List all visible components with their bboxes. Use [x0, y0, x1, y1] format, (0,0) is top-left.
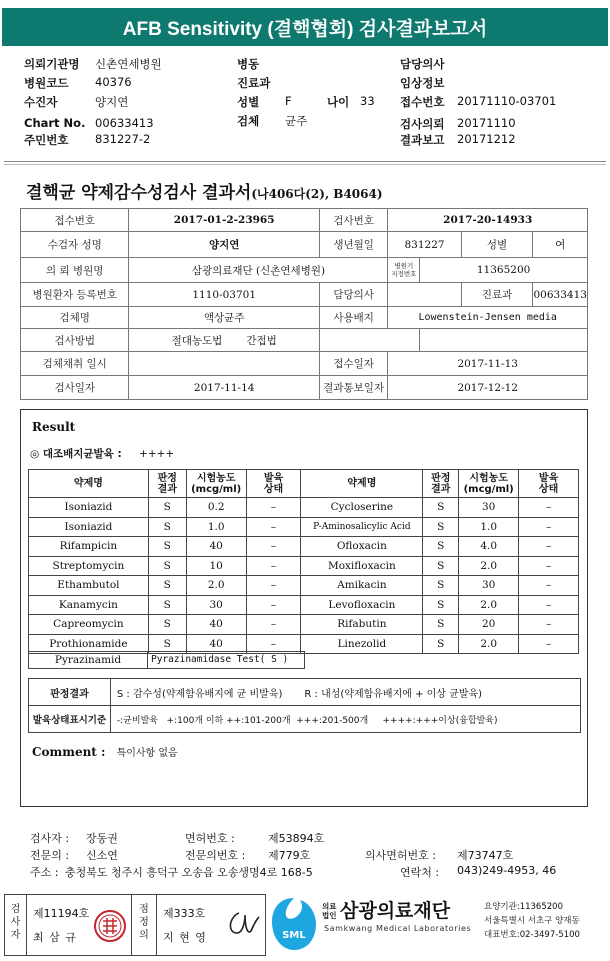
receipt-no-value: 20171110-03701: [457, 94, 557, 108]
info-name-label: 수검자 성명: [21, 232, 129, 258]
company-name: 삼광의료재단: [340, 900, 451, 922]
control-growth-value: ++++: [139, 448, 175, 460]
info-reg-no: 1110-03701: [129, 283, 319, 307]
info-medium-label: 사용배지: [319, 307, 388, 329]
info-receipt-no-label: 접수번호: [21, 209, 129, 232]
drug-conc-left: 40: [186, 615, 246, 635]
info-receipt-no: 2017-01-2-23965: [129, 209, 319, 232]
drug-name-right: Amikacin: [301, 576, 423, 596]
info-method-label: 검사방법: [21, 329, 129, 352]
drug-growth-right: –: [519, 634, 579, 654]
drug-conc-right: 30: [459, 576, 519, 596]
drug-result-left: S: [148, 556, 186, 576]
info-dept-label: 진료과: [461, 283, 533, 307]
patient-value: 양지연: [95, 95, 129, 109]
drug-conc-left: 2.0: [186, 576, 246, 596]
control-growth-label: ◎ 대조배지균발육 :: [30, 448, 122, 460]
drug-growth-left: –: [246, 615, 301, 635]
info-doctor: [388, 283, 461, 307]
phone-value: 043)249-4953, 46: [457, 864, 557, 877]
legend-judge-text: [110, 679, 580, 706]
age-value: 33: [360, 94, 375, 108]
legend-growth-label: 발육상태표시기준: [29, 706, 111, 733]
approver-box: [156, 894, 266, 956]
drug-conc-left: 40: [186, 634, 246, 654]
drug-row: [29, 498, 579, 518]
info-code-label-1: 병원기: [394, 262, 414, 270]
examiner-value: 장동권: [86, 832, 118, 845]
specialist-value: 신소연: [86, 849, 118, 862]
drug-name-left: Prothionamide: [29, 634, 149, 654]
resident-no-label: 주민번호: [24, 133, 69, 147]
info-test-no-label: 검사번호: [319, 209, 388, 232]
doctor-license-value: 제73747호: [457, 849, 514, 862]
resident-no-value: 831227-2: [95, 132, 151, 146]
info-collect: [129, 352, 319, 376]
report-date-value: 20171212: [457, 132, 516, 146]
specialist-no-label: 전문의번호 :: [185, 849, 246, 862]
drug-conc-left: 10: [186, 556, 246, 576]
company-code: 요양기관:11365200: [484, 902, 563, 912]
examiner-label: 검사자 :: [30, 832, 70, 845]
judge-header-right: [423, 470, 459, 498]
doctor-label: 담당의사: [400, 57, 445, 71]
info-collect-label: 검체채취 일시: [21, 352, 129, 376]
drug-name-left: Isoniazid: [29, 517, 149, 537]
growth-header-left-1: 발육: [263, 472, 284, 484]
drug-name-right: Ofloxacin: [301, 537, 423, 557]
drug-conc-right: 2.0: [459, 595, 519, 615]
info-received: 2017-11-13: [388, 352, 588, 376]
drug-name-left: Capreomycin: [29, 615, 149, 635]
info-name: 양지연: [129, 232, 319, 258]
institution-label: 의뢰기관명: [24, 57, 80, 71]
drug-growth-right: –: [519, 537, 579, 557]
result-label: Result: [32, 420, 76, 434]
request-date-value: 20171110: [457, 116, 516, 130]
report-banner: AFB Sensitivity (결핵협회) 검사결과보고서: [2, 8, 608, 46]
seal-stamp-icon: [93, 909, 127, 943]
drug-growth-left: –: [246, 556, 301, 576]
info-medium: Lowenstein-Jensen media: [388, 307, 588, 329]
legend-judge-r: R : 내성(약제함유배지에 + 이상 균발육): [304, 688, 483, 700]
info-notify: 2017-12-12: [388, 376, 588, 400]
inspector-label: 검 사 자: [10, 904, 21, 941]
document-title-sub: (나406다(2), B4064): [251, 187, 383, 201]
drug-conc-right: 20: [459, 615, 519, 635]
license-value: 제53894호: [268, 832, 325, 845]
info-table: [20, 208, 588, 400]
approver-no: 제333호: [163, 907, 206, 920]
growth-header-left-2: 상태: [263, 483, 284, 495]
drug-name-right: Linezolid: [301, 634, 423, 654]
drug-result-right: S: [423, 537, 459, 557]
legend-table: [28, 678, 581, 733]
drug-growth-left: –: [246, 517, 301, 537]
drug-row: [29, 556, 579, 576]
legend-growth-text: -:균비발육 +:100개 이하 ++:101-200개 +++:201-500개 ++++:+++이상(융합발육): [110, 706, 580, 733]
drug-name-left: Ethambutol: [29, 576, 149, 596]
drug-name-left: Rifampicin: [29, 537, 149, 557]
conc-header-right-2: (mcg/ml): [463, 483, 514, 495]
drug-result-left: S: [148, 498, 186, 518]
drug-growth-left: –: [246, 634, 301, 654]
sml-logo-text: SML: [282, 930, 306, 941]
drug-name-left: Isoniazid: [29, 498, 149, 518]
info-doctor-label: 담당의사: [319, 283, 388, 307]
sex-value: F: [285, 94, 292, 108]
drug-conc-right: 2.0: [459, 556, 519, 576]
info-sex: 여: [533, 232, 588, 258]
request-date-label: 검사의뢰: [400, 117, 445, 131]
patient-label: 수진자: [24, 95, 58, 109]
drug-growth-left: –: [246, 498, 301, 518]
drug-growth-right: –: [519, 498, 579, 518]
drug-growth-right: –: [519, 556, 579, 576]
drug-table-body: [29, 498, 579, 654]
drug-name-right: Cycloserine: [301, 498, 423, 518]
legend-judge-s: S : 감수성(약제함유배지에 균 비발육): [116, 688, 283, 700]
info-dept: 00633413: [533, 283, 588, 307]
info-test-no: 2017-20-14933: [388, 209, 588, 232]
drug-result-left: S: [148, 634, 186, 654]
drug-conc-right: 1.0: [459, 517, 519, 537]
drug-result-left: S: [148, 615, 186, 635]
chart-no-value: 00633413: [95, 116, 154, 130]
company-name-en: Samkwang Medical Laboratories: [324, 924, 472, 933]
drug-name-right: P-Aminosalicylic Acid: [301, 517, 423, 537]
drug-name-right: Levofloxacin: [301, 595, 423, 615]
conc-header-left-2: (mcg/ml): [191, 483, 242, 495]
info-received-label: 접수일자: [319, 352, 388, 376]
drug-name-left: Streptomycin: [29, 556, 149, 576]
address-value: 충청북도 청주시 흥덕구 오송읍 오송생명4로 168-5: [65, 866, 313, 879]
specialist-label: 전문의 :: [30, 849, 70, 862]
drug-result-right: S: [423, 576, 459, 596]
info-specimen-label: 검체명: [21, 307, 129, 329]
info-method-empty: [319, 329, 419, 352]
info-method-empty-2: [420, 329, 588, 352]
drug-header-right: 약제명: [301, 470, 423, 498]
drug-result-right: S: [423, 556, 459, 576]
drug-growth-left: –: [246, 576, 301, 596]
approver-name: 지 현 영: [163, 931, 207, 944]
info-method-1: 절대농도법: [171, 334, 223, 347]
header-divider-1: [4, 161, 606, 162]
growth-header-right-2: 상태: [538, 483, 559, 495]
company-address: 서울특별시 서초구 양재동: [484, 916, 580, 926]
drug-growth-right: –: [519, 517, 579, 537]
info-code-label-2: 지정번호: [391, 270, 417, 278]
address-label: 주소 :: [30, 866, 59, 879]
drug-growth-right: –: [519, 576, 579, 596]
drug-result-right: S: [423, 498, 459, 518]
drug-result-left: S: [148, 576, 186, 596]
document-title-main: 결핵균 약제감수성검사 결과서: [26, 183, 252, 203]
legend-judge-label: 판정결과: [29, 679, 111, 706]
judge-header-right-1: 판정: [431, 472, 451, 484]
specimen-label: 검체: [237, 114, 260, 128]
drug-conc-right: 4.0: [459, 537, 519, 557]
signature-scribble-icon: [225, 907, 261, 941]
hospital-code-label: 병원코드: [24, 76, 69, 90]
doctor-license-label: 의사면허번호 :: [365, 849, 436, 862]
inspector-side-label: [4, 894, 26, 956]
conc-header-right: [459, 470, 519, 498]
specialist-no-value: 제779호: [268, 849, 311, 862]
chart-no-label: Chart No.: [24, 116, 86, 130]
drug-result-right: S: [423, 634, 459, 654]
inspector-box: [26, 894, 132, 956]
drug-conc-right: 2.0: [459, 634, 519, 654]
drug-result-left: S: [148, 517, 186, 537]
pza-value: Pyrazinamidase Test( S ): [147, 651, 305, 669]
company-phone: 대표번호:02-3497-5100: [484, 930, 580, 940]
info-sex-label: 성별: [461, 232, 533, 258]
drug-row: [29, 537, 579, 557]
info-specimen: 액상균주: [129, 307, 319, 329]
drug-header-left: 약제명: [29, 470, 149, 498]
age-label: 나이: [327, 95, 350, 109]
clinical-label: 임상정보: [400, 76, 445, 90]
info-method: [129, 329, 319, 352]
phone-label: 연락처 :: [400, 866, 440, 879]
info-birth-label: 생년월일: [319, 232, 388, 258]
company-block: [270, 896, 608, 954]
drug-conc-left: 30: [186, 595, 246, 615]
info-test-date-label: 검사일자: [21, 376, 129, 400]
drug-growth-right: –: [519, 615, 579, 635]
info-code: 11365200: [420, 258, 588, 283]
drug-conc-left: 0.2: [186, 498, 246, 518]
sml-logo-icon: [270, 896, 318, 952]
ward-label: 병동: [237, 57, 260, 71]
drug-name-right: Rifabutin: [301, 615, 423, 635]
judge-header-left-2: 결과: [157, 483, 177, 495]
drug-row: [29, 576, 579, 596]
growth-header-right: [519, 470, 579, 498]
document-title: [26, 178, 383, 203]
drug-conc-left: 1.0: [186, 517, 246, 537]
drug-result-right: S: [423, 595, 459, 615]
judge-header-left-1: 판정: [157, 472, 177, 484]
company-prefix: [322, 902, 337, 920]
institution-value: 신촌연세병원: [95, 57, 162, 71]
drug-conc-right: 30: [459, 498, 519, 518]
growth-header-right-1: 발육: [538, 472, 559, 484]
receipt-no-label: 접수번호: [400, 95, 445, 109]
drug-row: [29, 595, 579, 615]
info-birth: 831227: [388, 232, 461, 258]
comment-label: Comment :: [32, 745, 106, 759]
dept-label: 진료과: [237, 76, 271, 90]
inspector-no: 제11194호: [33, 907, 90, 920]
drug-result-right: S: [423, 517, 459, 537]
license-label: 면허번호 :: [185, 832, 235, 845]
sex-label: 성별: [237, 95, 260, 109]
info-test-date: 2017-11-14: [129, 376, 319, 400]
drug-result-left: S: [148, 595, 186, 615]
info-method-2: 간접법: [246, 334, 277, 347]
drug-growth-left: –: [246, 595, 301, 615]
report-date-label: 결과보고: [400, 133, 445, 147]
approver-side-label: [132, 894, 156, 956]
info-hospital-label: 의 뢰 병원명: [21, 258, 129, 283]
pza-name: Pyrazinamid: [28, 651, 148, 669]
company-prefix-1: 의료: [322, 902, 337, 911]
info-reg-no-label: 병원환자 등록번호: [21, 283, 129, 307]
drug-conc-left: 40: [186, 537, 246, 557]
drug-row: [29, 517, 579, 537]
drug-table: [28, 469, 579, 654]
info-notify-label: 결과통보일자: [319, 376, 388, 400]
drug-row: [29, 615, 579, 635]
drug-result-left: S: [148, 537, 186, 557]
inspector-name: 최 삼 규: [33, 931, 77, 944]
growth-header-left: [246, 470, 301, 498]
drug-name-left: Kanamycin: [29, 595, 149, 615]
info-code-label: [388, 258, 420, 283]
info-hospital: 삼광의료재단 (신촌연세병원): [129, 258, 388, 283]
conc-header-left-1: 시험농도: [196, 472, 236, 484]
approver-label: 점 정 의: [139, 904, 149, 941]
company-prefix-2: 법인: [322, 911, 337, 920]
judge-header-right-2: 결과: [431, 483, 451, 495]
conc-header-right-1: 시험농도: [469, 472, 508, 484]
control-growth: [30, 446, 174, 461]
drug-result-right: S: [423, 615, 459, 635]
hospital-code-value: 40376: [95, 75, 132, 89]
specimen-value: 균주: [285, 114, 308, 128]
comment: [32, 741, 178, 760]
comment-text: 특이사항 없음: [116, 748, 178, 759]
drug-name-right: Moxifloxacin: [301, 556, 423, 576]
drug-growth-left: –: [246, 537, 301, 557]
judge-header-left: [148, 470, 186, 498]
conc-header-left: [186, 470, 246, 498]
header-divider-2: [4, 164, 606, 165]
drug-growth-right: –: [519, 595, 579, 615]
